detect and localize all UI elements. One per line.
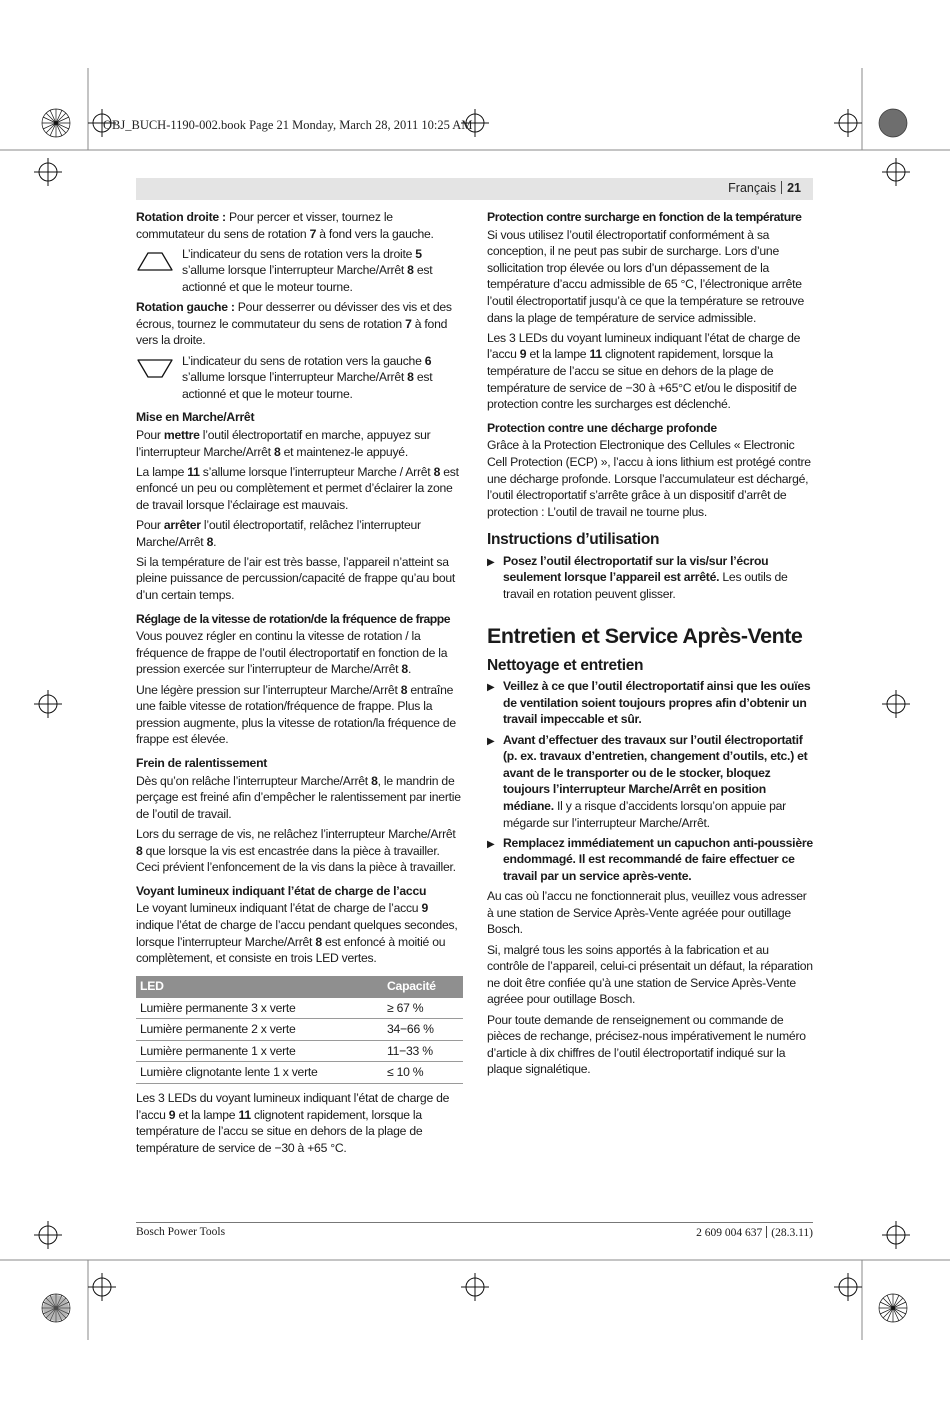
table-cell: Lumière permanente 3 x verte (136, 998, 383, 1019)
paragraph (136, 773, 463, 823)
section-title: Réglage de la vitesse de rotation/de la fréquence de frappe (136, 611, 451, 626)
text: et la lampe (175, 1107, 239, 1122)
text: est actionné et que le moteur tourne. (182, 370, 433, 401)
header-text (728, 181, 801, 195)
text: Pour desserrer ou dévisser des vis et des écrous, tournez le commutateur du sens de rotation (136, 300, 452, 331)
bold-text: Avant d’effectuer des travaux sur l’outil électroportatif (p. ex. travaux d’entretien, changement d’outils, etc.) et avant de le transporter ou de le stocker, bloquez toujours l’interrupteur Marche/Arrêt en position médiane. (503, 732, 808, 813)
page-number: 21 (787, 181, 801, 195)
list-item (487, 678, 813, 728)
footer-brand: Bosch Power Tools (136, 1226, 226, 1238)
paragraph (136, 427, 463, 460)
ref-number: 7 (309, 226, 317, 241)
text: est enfoncé un peu ou complètement et permet d’éclairer la zone de travail lorsque l’éclairage est mauvais. (136, 464, 459, 512)
text: clignotent rapidement, lorsque la température de l’accu se situe en dehors de la plage de température de service de −30 à +65 °C. (136, 1107, 423, 1155)
table-cell: Lumière clignotante lente 1 x verte (136, 1062, 383, 1084)
ref-number: 8 (206, 534, 214, 549)
left-column (136, 209, 463, 1160)
text: et maintenez-le appuyé. (280, 444, 408, 459)
right-column (487, 209, 813, 1081)
text: l’outil électroportatif, relâchez l’interrupteur Marche/Arrêt (136, 518, 421, 549)
indicator-right-note (136, 246, 463, 296)
text: s’allume lorsque l’interrupteur Marche/Arrêt (182, 370, 408, 385)
table-cell: Lumière permanente 2 x verte (136, 1019, 383, 1041)
ref-number: 8 (401, 662, 408, 677)
section-heading: Instructions d’utilisation (487, 531, 660, 549)
paragraph (487, 330, 813, 413)
section-title: Protection contre surcharge en fonction de la température (487, 210, 802, 224)
paragraph: Au cas où l’accu ne fonctionnerait plus, veuillez vous adresser à une station de Service Après-Vente agréée pour outillage Bosch. (487, 889, 807, 937)
bullet-text (503, 678, 813, 728)
text: Vous pouvez régler en continu la vitesse de rotation / la fréquence de frappe de l’outil électroportatif en fonction de la pression exercée sur l’interrupteur de Marche/Arrêt (136, 629, 448, 677)
bullet-triangle-icon: ▶ (487, 735, 495, 747)
ref-number: 11 (589, 347, 602, 362)
text: à fond vers la gauche. (316, 226, 434, 241)
paragraph (136, 464, 463, 514)
paragraph: Pour toute demande de renseignement ou commande de pièces de rechange, précisez-nous impérativement le numéro d’article à dix chiffres de l’outil électroportatif indiqué sur la plaque signalétique. (487, 1012, 806, 1077)
list-item (487, 732, 813, 832)
ref-number: 5 (415, 246, 422, 261)
text: Dès qu’on relâche l’interrupteur Marche/Arrêt (136, 773, 372, 788)
table-cell: ≥ 67 % (383, 998, 463, 1019)
text: et la lampe (526, 347, 590, 362)
section-title: Protection contre une décharge profonde (487, 420, 717, 435)
ref-number: 6 (424, 353, 432, 368)
text: l’outil électroportatif en marche, appuyez sur l’interrupteur Marche/Arrêt (136, 427, 431, 459)
list-item (487, 835, 813, 885)
document-number: 2 609 004 637 (696, 1227, 763, 1239)
icon-cell (136, 246, 182, 296)
text: . (213, 534, 217, 549)
rotation-left-label: Rotation gauche : (136, 300, 235, 315)
indicator-left-note (136, 353, 463, 403)
ref-number: 7 (405, 316, 412, 331)
bullet-triangle-icon: ▶ (487, 838, 495, 850)
indicator-left-text (182, 353, 463, 403)
page-header (136, 178, 813, 200)
table-header-cell: Capacité (383, 976, 463, 998)
paragraph: Si la température de l’air est très basse, l’appareil n’atteint sa pleine puissance de percussion/capacité de frappe qu’au bout d’un certain temps. (136, 554, 456, 603)
bullet-text (503, 732, 813, 832)
text: Une légère pression sur l’interrupteur Marche/Arrêt (136, 682, 401, 697)
table-cell: Lumière permanente 1 x verte (136, 1040, 383, 1062)
arrow-down-indicator-icon (136, 357, 174, 379)
charge-level-table (136, 976, 463, 1084)
text: Lors du serrage de vis, ne relâchez l’interrupteur Marche/Arrêt (136, 826, 456, 841)
table-row (136, 1062, 463, 1084)
bullet-triangle-icon: ▶ (487, 682, 495, 694)
footer-divider-mark (766, 1226, 767, 1238)
section-title: Mise en Marche/Arrêt (136, 410, 255, 425)
text: Les 3 LEDs du voyant lumineux indiquant l’état de charge de l’accu (136, 1091, 450, 1122)
list-item (487, 553, 813, 603)
text: Le voyant lumineux indiquant l’état de charge de l’accu (136, 901, 422, 916)
text: Pour (136, 427, 164, 442)
table-cell: 34−66 % (383, 1019, 463, 1041)
ref-number: 11 (238, 1107, 251, 1122)
text: est actionné et que le moteur tourne. (182, 263, 433, 294)
ref-number: 8 (136, 843, 143, 858)
arrow-up-indicator-icon (136, 250, 174, 272)
table-header-row (136, 976, 463, 998)
paragraph (136, 682, 463, 748)
chapter-heading: Entretien et Service Après-Vente (487, 623, 803, 648)
text: clignotent rapidement, lorsque la température de l’accu se situe en dehors de la plage de température de service de −30 à +65°C et/ou le dispositif de protection contre les surcharges est déclenché. (487, 347, 797, 412)
text: à fond vers la droite. (136, 316, 448, 348)
text: Pour percer et visser, tournez le commutateur du sens de rotation (136, 210, 393, 241)
indicator-right-text (182, 246, 463, 296)
text: s’allume lorsque l’interrupteur Marche / Arrêt (199, 464, 434, 479)
section-title: Voyant lumineux indiquant l’état de charge de l’accu (136, 883, 427, 898)
text: Pour (136, 518, 164, 533)
print-info: OBJ_BUCH-1190-002.book Page 21 Monday, March 28, 2011 10:25 AM (103, 118, 473, 132)
bullet-triangle-icon: ▶ (487, 556, 495, 568)
rotation-right-paragraph (136, 209, 463, 242)
text: que lorsque la vis est encastrée dans la pièce à travailler. Ceci prévient l’enfoncement de la vis dans la pièce à travailler. (136, 843, 456, 875)
ref-number: 8 (407, 370, 414, 385)
text: . (407, 662, 412, 677)
table-header-cell: LED (136, 976, 383, 998)
text: , le mandrin de perçage est freiné afin d’empêcher le ralentissement par inertie de l’outil de travail. (136, 773, 461, 821)
text: L’indicateur du sens de rotation vers la droite (182, 246, 416, 261)
paragraph: Si, malgré tous les soins apportés à la fabrication et au contrôle de l’appareil, celui-ci présentait un défaut, la réparation ne doit être confiée qu’à une station de Service Après-Vente agréee pour outillage Bosch. (487, 942, 813, 1007)
paragraph (136, 628, 463, 678)
text: Les 3 LEDs du voyant lumineux indiquant l’état de charge de l’accu (487, 330, 801, 362)
document-date: (28.3.11) (771, 1227, 813, 1239)
text: entraîne une faible vitesse de rotation/fréquence de frappe. Plus la pression augmente, plus la vitesse de rotation/la fréquence de frappe est élevée. (136, 682, 456, 747)
bullet-text (503, 835, 813, 885)
ref-number: 8 (407, 263, 414, 278)
text: indique l’état de charge de l’accu pendant quelques secondes, lorsque l’interrupteur Marche/Arrêt (136, 917, 458, 949)
bold-text: mettre (163, 427, 200, 442)
section-heading: Nettoyage et entretien (487, 656, 644, 674)
ref-number: 8 (400, 682, 408, 697)
bold-text: Veillez à ce que l’outil électroportatif ainsi que les ouïes de ventilation soient toujours propres afin d’obtenir un travail impeccable et sûr. (503, 679, 811, 727)
table-cell: ≤ 10 % (383, 1062, 463, 1084)
rotation-right-label: Rotation droite : (136, 210, 226, 224)
paragraph (136, 1090, 463, 1156)
text: est enfoncé à moitié ou complètement, et consiste en trois LED vertes. (136, 934, 446, 966)
ref-number: 9 (519, 347, 527, 362)
paragraph: Si vous utilisez l’outil électroportatif conformément à sa conception, il ne peut pas subir de surcharge. Lors d’une sollicitation trop élevée ou lors d’un dépassement de la température d’accu admissible de 65 °C, l’électronique arrête l’outil électroportatif jusqu’à ce que la température se retrouve dans la plage de température de service admissible. (487, 227, 805, 325)
table-cell: 11−33 % (383, 1040, 463, 1062)
text: L’indicateur du sens de rotation vers la gauche (182, 353, 425, 368)
rotation-left-paragraph (136, 299, 463, 349)
text: Il y a risque d’accidents lorsqu’on appuie par mégarde sur l’interrupteur Marche/Arrêt. (503, 799, 786, 830)
header-divider (781, 181, 782, 194)
icon-cell (136, 353, 182, 403)
ref-number: 8 (433, 464, 441, 479)
section-title: Frein de ralentissement (136, 755, 268, 770)
bold-text: Remplacez immédiatement un capuchon anti-poussière endommagé. Il est recommandé de faire effectuer ce travail par un service après-vente. (503, 835, 813, 883)
bold-text: arrêter (163, 518, 201, 533)
ref-number: 9 (168, 1107, 176, 1122)
paragraph (136, 517, 463, 550)
ref-number: 8 (371, 773, 378, 788)
table-row (136, 1040, 463, 1062)
footer-code (696, 1226, 813, 1239)
ref-number: 8 (315, 934, 322, 949)
paragraph (136, 900, 463, 966)
table-row (136, 998, 463, 1019)
ref-number: 11 (187, 464, 200, 479)
paragraph: Grâce à la Protection Electronique des Cellules « Electronic Cell Protection (ECP) », l’accu à ions lithium est protégé contre une décharge profonde. Lorsque l’accumulateur est déchargé, l’outil électroportatif s’arrête grâce à un dispositif d’arrêt de protection : L’outil de travail ne tourne plus. (487, 438, 811, 519)
paragraph (136, 826, 463, 876)
text: La lampe (136, 464, 188, 479)
ref-number: 9 (421, 901, 428, 916)
text: Les outils de travail en rotation peuvent glisser. (503, 570, 788, 602)
footer-divider (136, 1222, 813, 1223)
ref-number: 8 (273, 444, 281, 459)
text: s’allume lorsque l’interrupteur Marche/Arrêt (182, 263, 408, 278)
bullet-text (503, 553, 813, 603)
table-row (136, 1019, 463, 1041)
header-language: Français (728, 181, 777, 195)
bold-text: Posez l’outil électroportatif sur la vis/sur l’écrou seulement lorsque l’appareil est arrêté. (503, 553, 769, 585)
